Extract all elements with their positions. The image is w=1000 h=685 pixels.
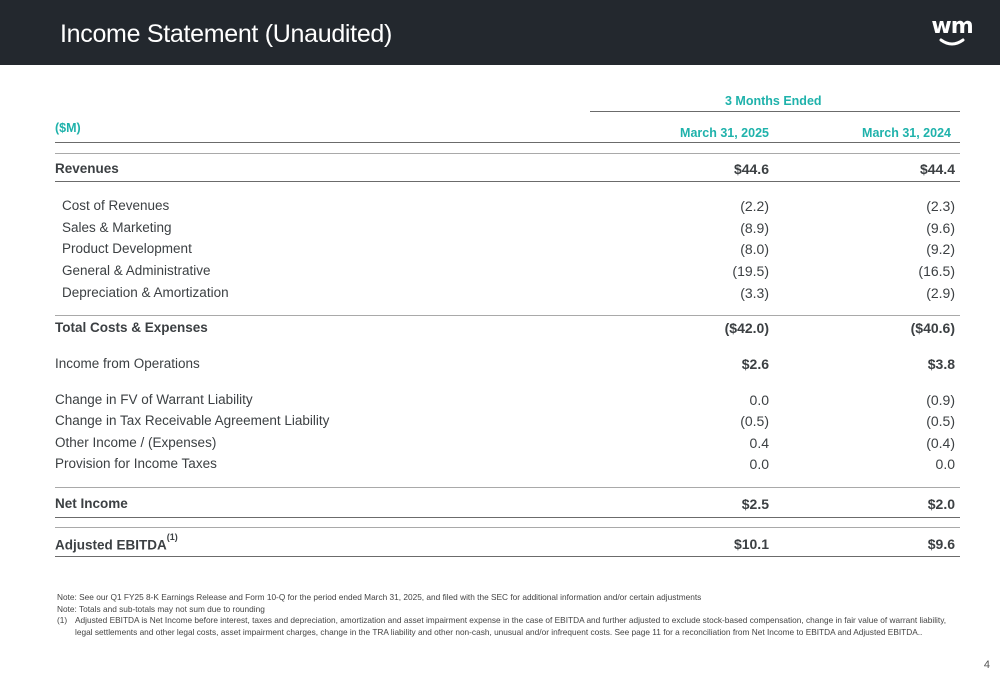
- revenues-bottom-rule: [55, 181, 960, 182]
- note-2: Note: Totals and sub-totals may not sum due to rounding: [57, 603, 265, 614]
- page-number: 4: [983, 659, 990, 671]
- period-header: 3 Months Ended: [725, 94, 822, 108]
- revenues-top-rule: [55, 153, 960, 154]
- row-cost-2025: (3.3): [740, 285, 769, 301]
- row-other-2025: 0.4: [749, 435, 769, 451]
- col-header-2025: March 31, 2025: [680, 126, 769, 140]
- row-other-2025: 0.0: [749, 392, 769, 408]
- row-cost-2024: (2.9): [926, 285, 955, 301]
- row-other-2024: (0.5): [926, 413, 955, 429]
- row-net-income-2025: $2.5: [741, 496, 769, 512]
- units-label: ($M): [55, 121, 81, 135]
- footnote-1-mark: (1): [57, 615, 68, 625]
- ebitda-bottom-rule: [55, 556, 960, 557]
- row-other-2024: 0.0: [935, 456, 955, 472]
- row-cost-2025: (8.0): [740, 241, 769, 257]
- row-income-ops-2025: $2.6: [741, 356, 769, 372]
- row-other-2024: (0.9): [926, 392, 955, 408]
- row-other-2024: (0.4): [926, 435, 955, 451]
- row-other-2025: 0.0: [749, 456, 769, 472]
- row-other-label: Change in Tax Receivable Agreement Liability: [55, 413, 330, 428]
- row-income-ops-label: Income from Operations: [55, 356, 200, 371]
- row-total-costs-2024: ($40.6): [910, 320, 955, 336]
- row-revenues-2024: $44.4: [919, 161, 955, 177]
- row-cost-label: Sales & Marketing: [62, 220, 172, 235]
- smile-icon: [930, 14, 974, 54]
- col-header-2024: March 31, 2024: [862, 126, 951, 140]
- row-revenues-2025: $44.6: [733, 161, 769, 177]
- row-ebitda-2025: $10.1: [733, 536, 769, 552]
- row-other-2025: (0.5): [740, 413, 769, 429]
- row-cost-2024: (9.2): [926, 241, 955, 257]
- row-net-income-2024: $2.0: [927, 496, 955, 512]
- row-other-label: Provision for Income Taxes: [55, 456, 217, 471]
- row-cost-2025: (8.9): [740, 220, 769, 236]
- row-cost-label: Depreciation & Amortization: [62, 285, 229, 300]
- row-cost-label: Cost of Revenues: [62, 198, 170, 213]
- row-cost-2024: (2.3): [926, 198, 955, 214]
- row-cost-label: General & Administrative: [62, 263, 211, 278]
- row-other-label: Other Income / (Expenses): [55, 435, 217, 450]
- footnote-1: [57, 615, 957, 638]
- header-bar: [0, 0, 1000, 65]
- row-cost-label: Product Development: [62, 241, 192, 256]
- row-revenues-label: Revenues: [55, 161, 119, 176]
- row-other-label: Change in FV of Warrant Liability: [55, 392, 253, 407]
- row-net-income-label: Net Income: [55, 496, 128, 511]
- wm-logo: [930, 14, 974, 54]
- row-ebitda-label: [55, 532, 178, 553]
- row-total-costs-label: Total Costs & Expenses: [55, 320, 208, 335]
- note-1: Note: See our Q1 FY25 8-K Earnings Release and Form 10-Q for the period ended March 31, 2025, and filed with the SEC for additional information and/or certain adjustments: [57, 592, 702, 602]
- header-rule: [55, 142, 960, 143]
- row-cost-2025: (19.5): [732, 263, 769, 279]
- page-title: Income Statement (Unaudited): [60, 20, 393, 48]
- row-cost-2024: (16.5): [918, 263, 955, 279]
- ebitda-footnote-ref: (1): [166, 532, 178, 542]
- row-total-costs-2025: ($42.0): [724, 320, 769, 336]
- total-costs-rule: [55, 315, 960, 316]
- row-ebitda-2024: $9.6: [927, 536, 955, 552]
- ebitda-top-rule: [55, 527, 960, 528]
- footnotes: [57, 592, 957, 638]
- ebitda-label-text: Adjusted EBITDA: [55, 537, 167, 553]
- logo-text: wm: [931, 14, 973, 39]
- row-cost-2025: (2.2): [740, 198, 769, 214]
- net-income-top-rule: [55, 487, 960, 488]
- row-income-ops-2024: $3.8: [927, 356, 955, 372]
- net-income-bottom-rule: [55, 517, 960, 518]
- row-cost-2024: (9.6): [926, 220, 955, 236]
- footnote-1-text: Adjusted EBITDA is Net Income before interest, taxes and depreciation, amortization and asset impairment expense in the case of EBITDA and further adjusted to exclude stock-based compensation, change in fair value of warrant liability, legal settlements and other legal costs, asset impairment charges, change in the TRA liability and other non-cash, unusual and/or infrequent costs. See page 11 for a reconciliation from Net Income to EBITDA and Adjusted EBITDA..: [75, 615, 947, 637]
- period-underline: [590, 111, 960, 112]
